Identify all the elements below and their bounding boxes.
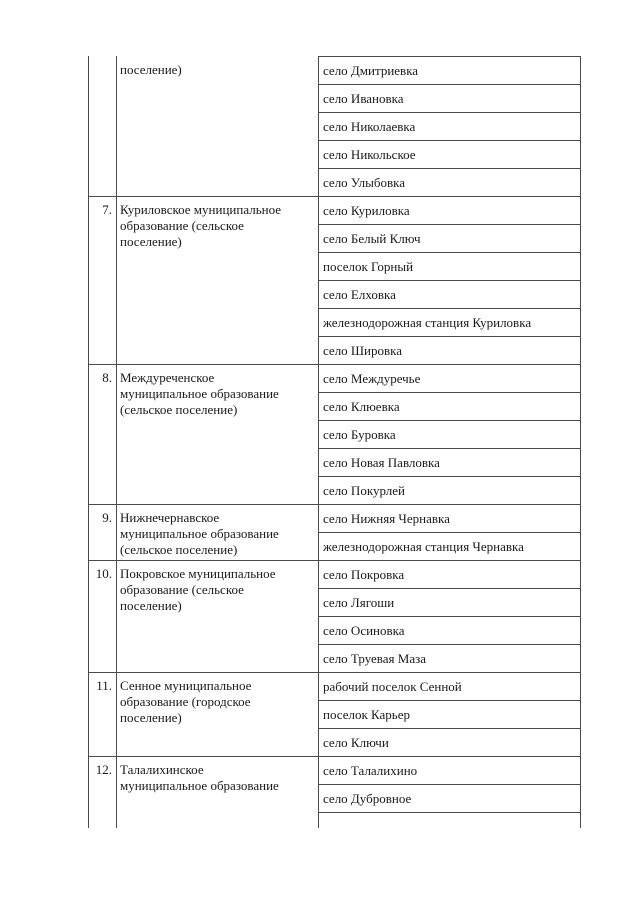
municipality-name: Талалихинское муниципальное образование [120, 762, 279, 793]
settlement-name: село Куриловка [323, 203, 410, 218]
settlement-name: село Новая Павловка [323, 455, 440, 470]
settlement-name: село Ивановка [323, 91, 404, 106]
settlement-row-line [318, 336, 580, 337]
settlement-row-line [318, 644, 580, 645]
row-number: 9. [102, 510, 112, 525]
settlement-row-line [318, 308, 580, 309]
settlement-name: село Николаевка [323, 119, 416, 134]
column-divider-number [116, 56, 117, 828]
settlement-name: село Клюевка [323, 399, 400, 414]
row-number: 11. [96, 678, 112, 693]
settlement-name: железнодорожная станция Чернавка [323, 539, 524, 554]
municipality-name: Покровское муниципальное образование (сельское поселение) [120, 566, 276, 613]
settlement-name: село Дмитриевка [323, 63, 419, 78]
table-top-line [318, 56, 580, 57]
settlement-row-line [318, 728, 580, 729]
settlement-row-line [318, 280, 580, 281]
settlement-row-line [318, 84, 580, 85]
settlement-row-line [318, 448, 580, 449]
settlement-name: село Талалихино [323, 763, 418, 778]
settlement-row-line [318, 168, 580, 169]
settlement-row-line [318, 812, 580, 813]
settlement-row-line [318, 224, 580, 225]
municipality-name: Нижнечернавское муниципальное образование (сельское поселение) [120, 510, 279, 557]
settlement-row-line [318, 700, 580, 701]
settlement-row-line [318, 392, 580, 393]
settlement-name: село Ключи [323, 735, 389, 750]
settlement-row-line [318, 588, 580, 589]
table-left-border [88, 56, 89, 828]
settlement-row-line [318, 784, 580, 785]
settlement-name: село Покровка [323, 567, 405, 582]
row-number: 12. [95, 762, 112, 777]
settlement-name: железнодорожная станция Куриловка [323, 315, 532, 330]
settlement-name: рабочий поселок Сенной [323, 679, 462, 694]
settlement-row-line [318, 140, 580, 141]
row-number: 10. [95, 566, 112, 581]
row-number: 8. [102, 370, 112, 385]
settlement-name: село Лягоши [323, 595, 395, 610]
settlement-name: село Труевая Маза [323, 651, 427, 666]
settlement-name: село Улыбовка [323, 175, 406, 190]
settlement-name: село Дубровное [323, 791, 412, 806]
settlement-name: село Нижняя Чернавка [323, 511, 450, 526]
settlement-name: село Елховка [323, 287, 396, 302]
municipality-name: Сенное муниципальное образование (городское поселение) [120, 678, 252, 725]
settlement-row-line [318, 532, 580, 533]
settlement-name: село Осиновка [323, 623, 405, 638]
settlement-row-line [318, 112, 580, 113]
settlement-name: село Шировка [323, 343, 403, 358]
settlement-name: поселок Горный [323, 259, 414, 274]
municipality-name: поселение) [120, 62, 182, 77]
municipality-row-line [88, 672, 580, 673]
municipality-row-line [88, 756, 580, 757]
settlement-row-line [318, 252, 580, 253]
settlement-name: село Междуречье [323, 371, 421, 386]
settlement-name: село Белый Ключ [323, 231, 421, 246]
table-right-border [580, 56, 581, 828]
municipality-row-line [88, 196, 580, 197]
municipality-row-line [88, 560, 580, 561]
settlement-row-line [318, 616, 580, 617]
row-number: 7. [102, 202, 112, 217]
settlement-name: поселок Карьер [323, 707, 411, 722]
municipality-name: Междуреченское муниципальное образование (сельское поселение) [120, 370, 279, 417]
settlement-name: село Никольское [323, 147, 416, 162]
municipality-row-line [88, 364, 580, 365]
municipality-row-line [88, 504, 580, 505]
settlement-row-line [318, 420, 580, 421]
municipality-name: Куриловское муниципальное образование (сельское поселение) [120, 202, 282, 249]
settlement-row-line [318, 476, 580, 477]
settlement-name: село Буровка [323, 427, 396, 442]
settlement-name: село Покурлей [323, 483, 405, 498]
settlements-table [88, 56, 580, 828]
